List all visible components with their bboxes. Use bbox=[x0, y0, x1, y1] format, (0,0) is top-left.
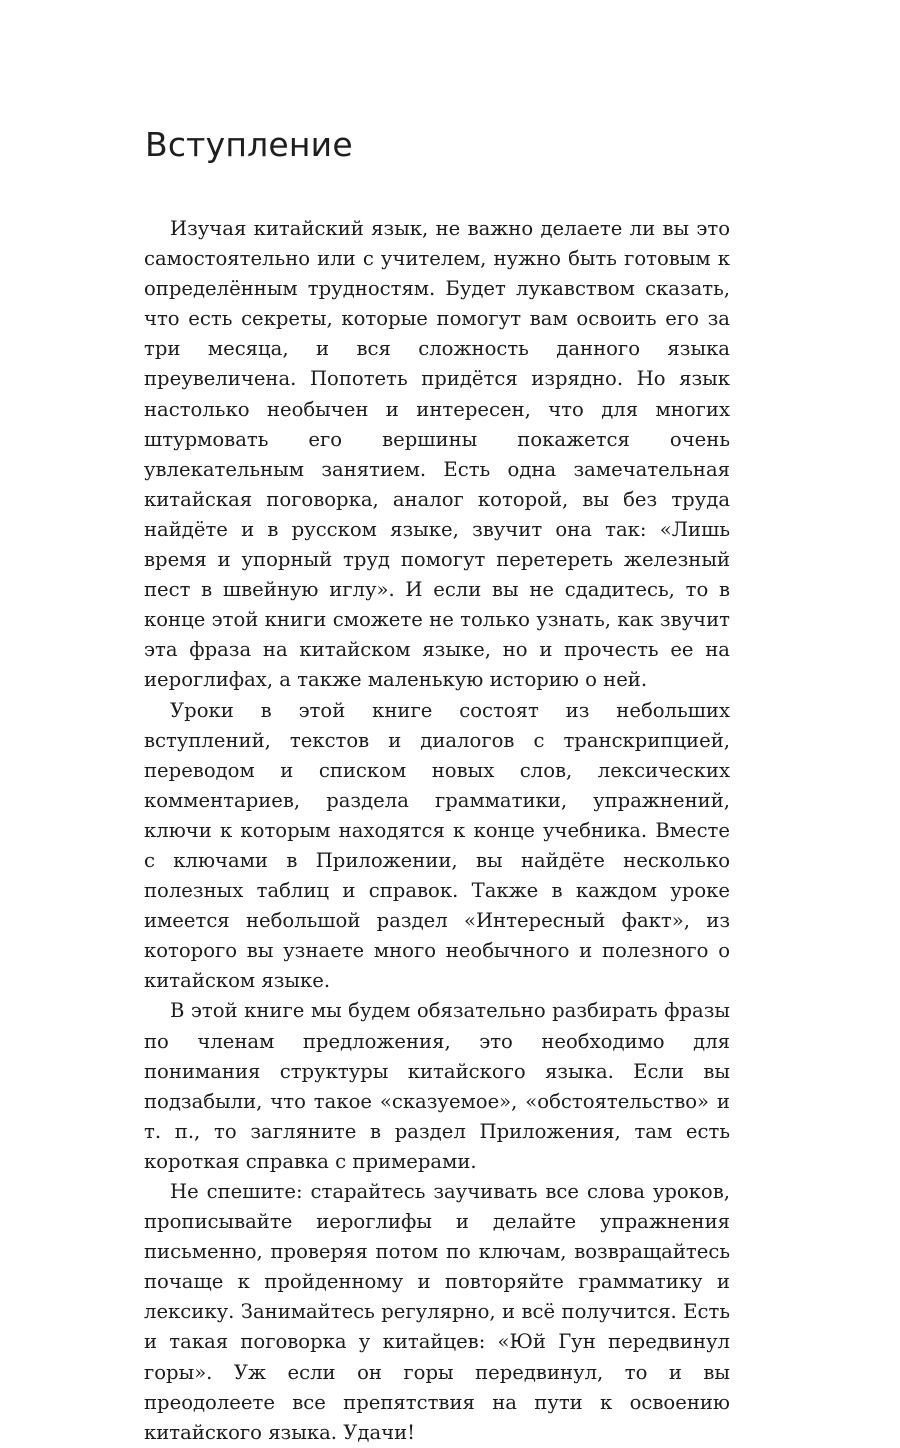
paragraph-intro: Изучая китайский язык, не важно делаете ли вы это самостоятельно или с учителем, нужно быть готовым к определённым трудностям. Будет лукавством сказать, что есть секреты, которые помогут вам освоить его за три месяца, и вся сложность данного языка преувеличена. Попотеть придётся изрядно. Но язык настолько необычен и интересен, что для многих штурмовать его вершины покажется очень увлекательным занятием. Есть одна замечательная китайская поговорка, аналог которой, вы без труда найдёте и в русском языке, звучит она так: «Лишь время и упорный труд помогут перетереть железный пест в швейную иглу». И если вы не сдадитесь, то в конце этой книги сможете не только узнать, как звучит эта фраза на китайском языке, но и прочесть ее на иероглифах, а также маленькую историю о ней. bbox=[144, 217, 730, 692]
paragraph-sentence-parsing: В этой книге мы будем обязательно разбирать фразы по членам предложения, это необходимо для понимания структуры китайского языка. Если вы подзабыли, что такое «сказуемое», «обстоятельство» и т. п., то загляните в раздел Приложения, там есть короткая справка с примерами. bbox=[144, 999, 730, 1173]
paragraph-lesson-structure: Уроки в этой книге состоят из небольших вступлений, текстов и диалогов с транскрипцией, переводом и списком новых слов, лексических комментариев, раздела грамматики, упражнений, ключи к которым находятся к конце учебника. Вместе с ключами в Приложении, вы найдёте несколько полезных таблиц и справок. Также в каждом уроке имеется небольшой раздел «Интересный факт», из которого вы узнаете много необычного и полезного о китайском языке. bbox=[144, 698, 730, 993]
body-text bbox=[144, 214, 730, 1448]
paragraph-advice: Не спешите: старайтесь заучивать все слова уроков, прописывайте иероглифы и делайте упражнения письменно, проверяя потом по ключам, возвращайтесь почаще к пройденному и повторяйте грамматику и лексику. Занимайтесь регулярно, и всё получится. Есть и такая поговорка у китайцев: «Юй Гун передвинул горы». Уж если он горы передвинул, то и вы преодолеете все препятствия на пути к освоению китайского языка. Удачи! bbox=[144, 1180, 730, 1444]
chapter-title: Вступление bbox=[145, 125, 353, 164]
